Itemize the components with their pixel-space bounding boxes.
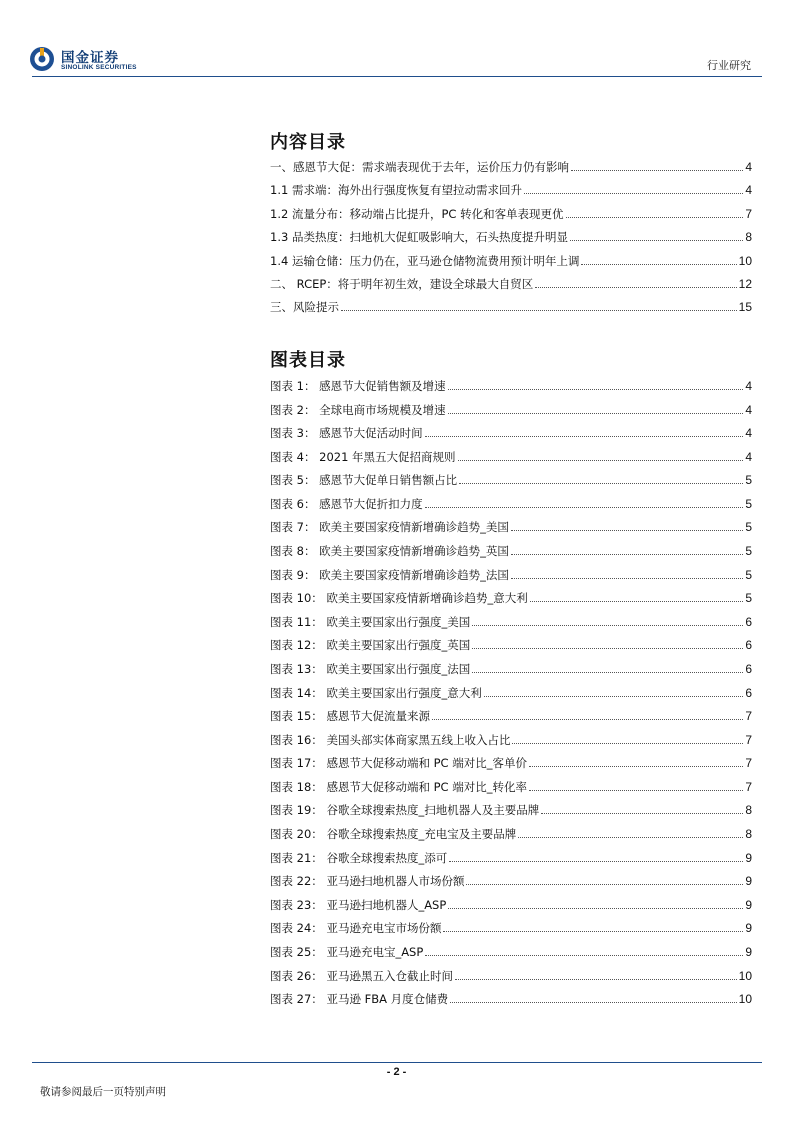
- toc-entry-page: 5: [745, 520, 752, 535]
- toc-dot-leader: [571, 169, 743, 171]
- toc-dot-leader: [425, 954, 743, 956]
- toc-dot-leader: [530, 600, 744, 602]
- toc-entry-page: 8: [745, 803, 752, 818]
- toc-entry-label: 图表 27： 亚马逊 FBA 月度仓储费: [270, 992, 449, 1007]
- toc-entry[interactable]: [270, 941, 752, 959]
- toc-entry-page: 6: [745, 661, 752, 676]
- toc-dot-leader: [535, 286, 736, 288]
- toc-entry-label: 1.4 运输仓储：压力仍在，亚马逊仓储物流费用预计明年上调: [270, 253, 580, 268]
- toc-dot-leader: [458, 459, 744, 461]
- toc-entry-label: 图表 23： 亚马逊扫地机器人_ASP: [270, 897, 447, 912]
- toc-dot-leader: [443, 930, 743, 932]
- toc-entry-page: 10: [738, 253, 752, 268]
- figures-title: 图表目录: [270, 350, 346, 371]
- toc-dot-leader: [425, 435, 744, 437]
- toc-entry-label: 图表 21： 谷歌全球搜索热度_添可: [270, 850, 448, 865]
- report-category: 行业研究: [707, 59, 751, 72]
- toc-entry[interactable]: [270, 917, 752, 935]
- toc-entry[interactable]: [270, 564, 752, 582]
- toc-entry-page: 4: [745, 183, 752, 198]
- logo-text-en: SINOLINK SECURITIES: [61, 64, 137, 71]
- toc-entry[interactable]: [270, 634, 752, 652]
- toc-dot-leader: [448, 388, 744, 390]
- toc-dot-leader: [472, 624, 743, 626]
- toc-entry-page: 15: [738, 300, 752, 315]
- toc-entry-page: 7: [745, 206, 752, 221]
- toc-entry-label: 图表 3： 感恩节大促活动时间: [270, 426, 423, 441]
- toc-entry-page: 7: [745, 756, 752, 771]
- toc-entry[interactable]: [270, 375, 752, 393]
- toc-dot-leader: [448, 412, 744, 414]
- toc-entry-label: 图表 1： 感恩节大促销售额及增速: [270, 379, 446, 393]
- page-number: - 2 -: [386, 1066, 407, 1078]
- toc-entry-page: 6: [745, 614, 752, 629]
- toc-entry-label: 图表 24： 亚马逊充电宝市场份额: [270, 921, 442, 936]
- toc-dot-leader: [484, 695, 744, 697]
- toc-entry-label: 1.2 流量分布：移动端占比提升，PC 转化和客单表现更优: [270, 206, 564, 221]
- toc-dot-leader: [472, 671, 743, 673]
- toc-entry[interactable]: [270, 446, 752, 464]
- toc-entry[interactable]: [270, 752, 752, 770]
- toc-entry-page: 7: [745, 732, 752, 747]
- company-logo: [29, 46, 149, 74]
- toc-entry-label: 图表 16： 美国头部实体商家黑五线上收入占比: [270, 732, 511, 747]
- toc-entry-label: 图表 10： 欧美主要国家疫情新增确诊趋势_意大利: [270, 591, 528, 606]
- toc-dot-leader: [449, 860, 743, 862]
- toc-entry-label: 图表 14： 欧美主要国家出行强度_意大利: [270, 685, 482, 700]
- logo-text-cn: 国金证券: [61, 50, 119, 66]
- toc-entry-page: 10: [738, 992, 752, 1007]
- toc-entry-label: 图表 15： 感恩节大促流量来源: [270, 709, 430, 724]
- toc-entry[interactable]: [270, 799, 752, 817]
- toc-entry-page: 6: [745, 685, 752, 700]
- toc-dot-leader: [455, 978, 737, 980]
- toc-entry[interactable]: [270, 587, 752, 605]
- toc-dot-leader: [529, 789, 743, 791]
- toc-entry-label: 图表 8： 欧美主要国家疫情新增确诊趋势_英国: [270, 544, 509, 559]
- toc-dot-leader: [566, 216, 744, 218]
- toc-entry-page: 10: [738, 968, 752, 983]
- toc-entry-label: 图表 12： 欧美主要国家出行强度_英国: [270, 638, 471, 653]
- toc-entry[interactable]: [270, 776, 752, 794]
- toc-entry[interactable]: [270, 729, 752, 747]
- toc-dot-leader: [570, 239, 743, 241]
- toc-entry-page: 4: [745, 426, 752, 441]
- toc-entry-page: 7: [745, 709, 752, 724]
- toc-entry-label: 一、感恩节大促：需求端表现优于去年，运价压力仍有影响: [270, 160, 569, 174]
- toc-entry-label: 图表 7： 欧美主要国家疫情新增确诊趋势_美国: [270, 520, 509, 535]
- toc-entry-label: 1.3 品类热度：扫地机大促虹吸影响大，石头热度提升明显: [270, 230, 568, 245]
- toc-entry-label: 图表 6： 感恩节大促折扣力度: [270, 496, 423, 511]
- sinolink-logo-icon: [29, 46, 55, 72]
- toc-entry-label: 图表 22： 亚马逊扫地机器人市场份额: [270, 874, 465, 889]
- toc-entry[interactable]: [270, 988, 752, 1006]
- toc-entry-page: 8: [745, 230, 752, 245]
- toc-entry-page: 9: [745, 897, 752, 912]
- toc-entry[interactable]: [270, 273, 752, 291]
- toc-entry[interactable]: [270, 179, 752, 197]
- toc-entry-page: 8: [745, 827, 752, 842]
- toc-entry-label: 二、 RCEP：将于明年初生效，建设全球最大自贸区: [270, 277, 534, 291]
- toc-entry-page: 5: [745, 496, 752, 511]
- toc-entry-page: 9: [745, 944, 752, 959]
- toc-entry-label: 图表 25： 亚马逊充电宝_ASP: [270, 944, 424, 959]
- page-header: [0, 0, 793, 80]
- toc-entry[interactable]: [270, 156, 752, 174]
- toc-dot-leader: [341, 309, 737, 311]
- toc-entry-label: 图表 26： 亚马逊黑五入仓截止时间: [270, 968, 453, 983]
- toc-entry[interactable]: [270, 203, 752, 221]
- toc-dot-leader: [448, 907, 743, 909]
- toc-entry-page: 7: [745, 779, 752, 794]
- toc-entry-label: 图表 5： 感恩节大促单日销售额占比: [270, 473, 458, 488]
- toc-entry-label: 图表 13： 欧美主要国家出行强度_法国: [270, 661, 471, 676]
- contents-title: 内容目录: [270, 132, 346, 153]
- toc-entry[interactable]: [270, 870, 752, 888]
- toc-entry[interactable]: [270, 469, 752, 487]
- toc-entry-page: 5: [745, 473, 752, 488]
- toc-entry-page: 12: [738, 277, 752, 291]
- toc-entry-page: 9: [745, 850, 752, 865]
- toc-entry-page: 4: [745, 379, 752, 393]
- toc-dot-leader: [425, 506, 744, 508]
- toc-entry[interactable]: [270, 422, 752, 440]
- toc-entry[interactable]: [270, 516, 752, 534]
- toc-dot-leader: [459, 482, 743, 484]
- toc-entry-label: 1.1 需求端：海外出行强度恢复有望拉动需求回升: [270, 183, 522, 198]
- toc-entry[interactable]: [270, 226, 752, 244]
- toc-entry-page: 9: [745, 921, 752, 936]
- toc-entry[interactable]: [270, 399, 752, 417]
- toc-entry-page: 4: [745, 402, 752, 417]
- toc-dot-leader: [466, 883, 743, 885]
- toc-entry[interactable]: [270, 847, 752, 865]
- toc-entry[interactable]: [270, 965, 752, 983]
- toc-entry-label: 图表 19： 谷歌全球搜索热度_扫地机器人及主要品牌: [270, 803, 540, 818]
- toc-dot-leader: [511, 529, 743, 531]
- toc-dot-leader: [472, 647, 743, 649]
- toc-entry[interactable]: [270, 250, 752, 268]
- toc-dot-leader: [529, 765, 743, 767]
- toc-dot-leader: [581, 263, 736, 265]
- toc-entry-label: 图表 18： 感恩节大促移动端和 PC 端对比_转化率: [270, 779, 527, 794]
- toc-entry[interactable]: [270, 682, 752, 700]
- toc-entry[interactable]: [270, 296, 752, 314]
- toc-entry-page: 5: [745, 591, 752, 606]
- header-divider: [32, 76, 762, 77]
- toc-entry[interactable]: [270, 658, 752, 676]
- toc-dot-leader: [511, 577, 743, 579]
- toc-entry-label: 图表 20： 谷歌全球搜索热度_充电宝及主要品牌: [270, 827, 517, 842]
- toc-dot-leader: [432, 718, 743, 720]
- toc-entry[interactable]: [270, 611, 752, 629]
- toc-entry-page: 5: [745, 544, 752, 559]
- footer-divider: [32, 1062, 762, 1063]
- toc-dot-leader: [518, 836, 743, 838]
- footer-disclaimer: 敬请参阅最后一页特别声明: [40, 1086, 166, 1098]
- toc-entry-label: 图表 9： 欧美主要国家疫情新增确诊趋势_法国: [270, 567, 509, 582]
- toc-entry-label: 图表 17： 感恩节大促移动端和 PC 端对比_客单价: [270, 756, 527, 771]
- toc-dot-leader: [512, 742, 743, 744]
- toc-entry[interactable]: [270, 894, 752, 912]
- toc-entry-page: 4: [745, 449, 752, 464]
- toc-dot-leader: [541, 812, 743, 814]
- toc-entry-label: 三、风险提示: [270, 300, 339, 315]
- toc-entry-page: 9: [745, 874, 752, 889]
- toc-entry-label: 图表 2： 全球电商市场规模及增速: [270, 402, 446, 417]
- toc-dot-leader: [524, 192, 743, 194]
- toc-entry[interactable]: [270, 823, 752, 841]
- toc-dot-leader: [511, 553, 743, 555]
- toc-entry[interactable]: [270, 493, 752, 511]
- toc-entry-page: 6: [745, 638, 752, 653]
- toc-entry-label: 图表 4： 2021 年黑五大促招商规则: [270, 449, 456, 464]
- toc-entry[interactable]: [270, 705, 752, 723]
- toc-entry-page: 5: [745, 567, 752, 582]
- toc-entry[interactable]: [270, 540, 752, 558]
- toc-dot-leader: [450, 1001, 737, 1003]
- toc-entry-page: 4: [745, 160, 752, 174]
- toc-entry-label: 图表 11： 欧美主要国家出行强度_美国: [270, 614, 471, 629]
